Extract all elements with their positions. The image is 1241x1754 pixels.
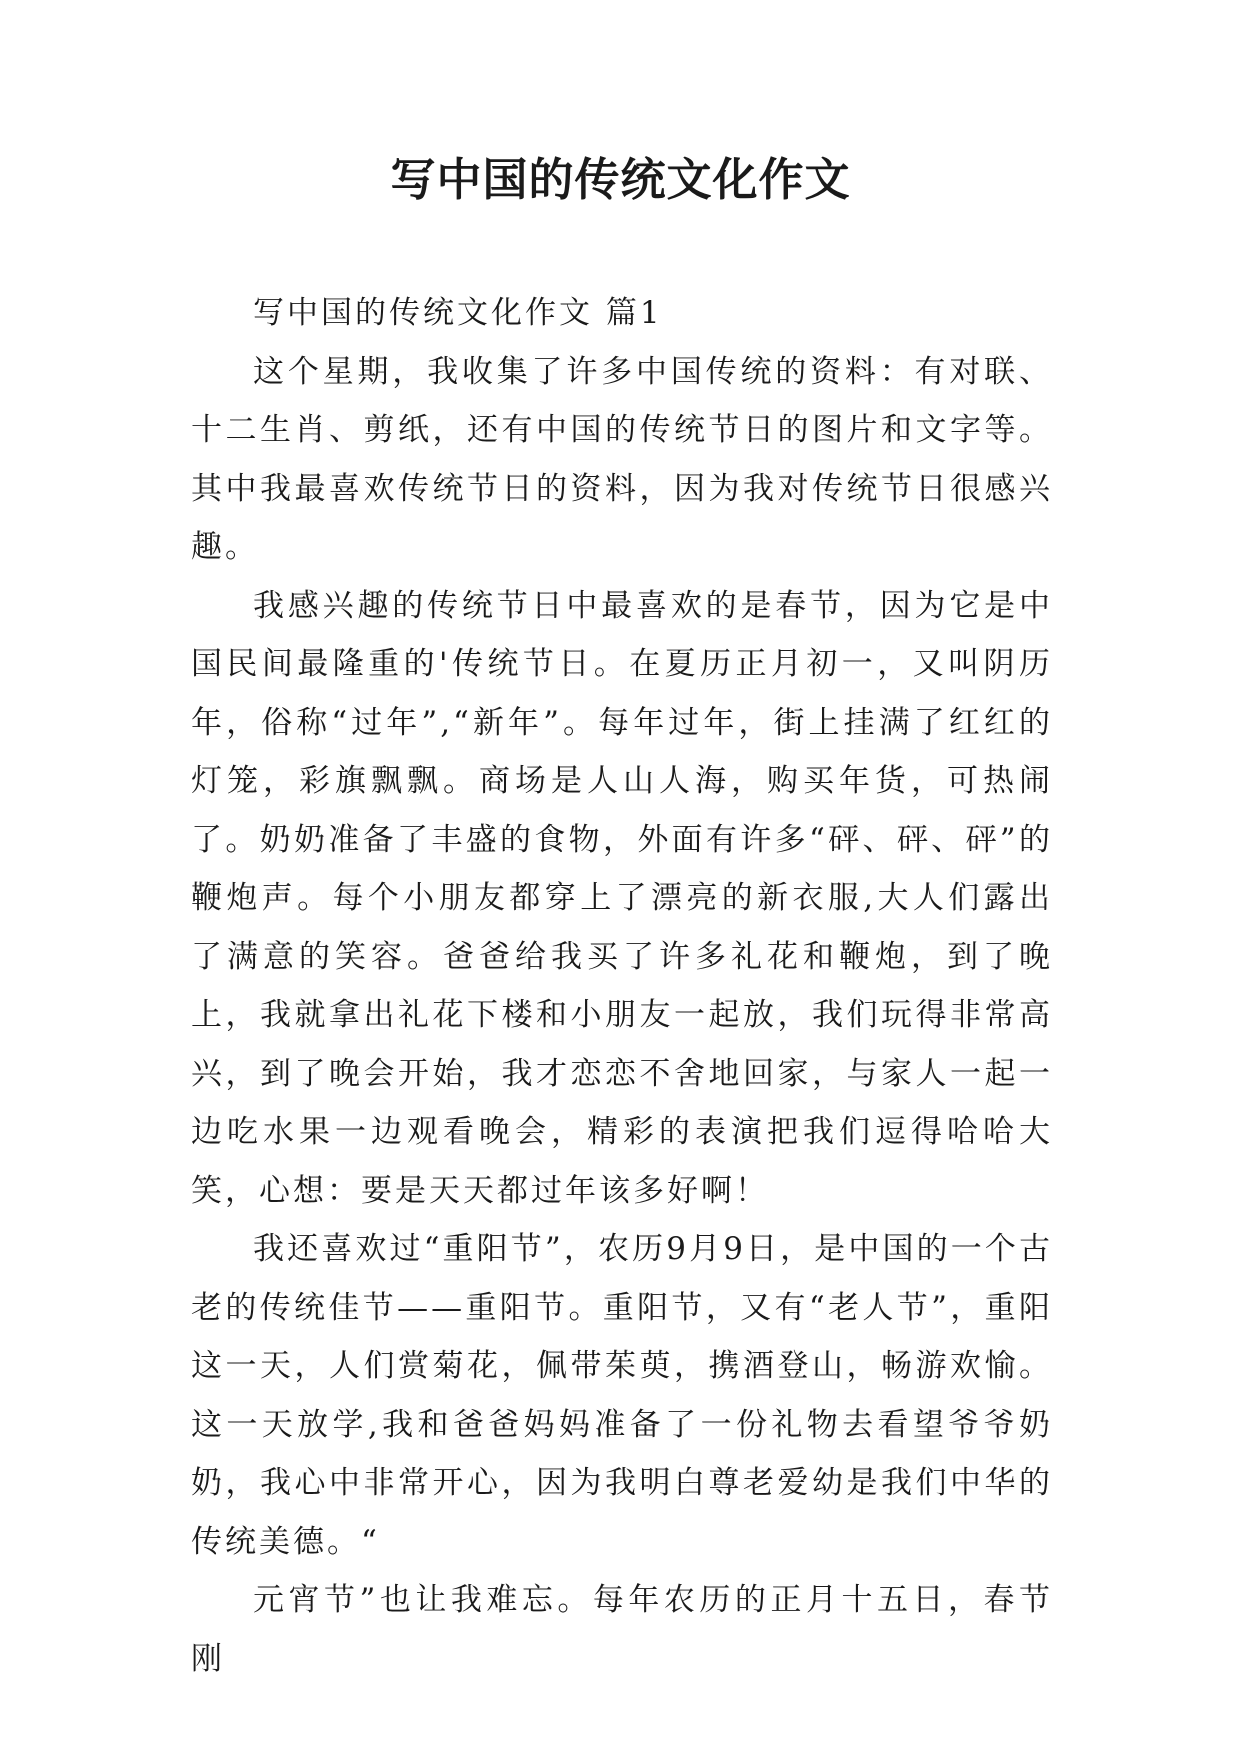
paragraph: 我感兴趣的传统节日中最喜欢的是春节，因为它是中国民间最隆重的'传统节日。在夏历正月初一，又叫阴历年，俗称“过年”,“新年”。每年过年，街上挂满了红红的灯笼，彩旗飘飘。商场是人山人海，购买年货，可热闹了。奶奶准备了丰盛的食物，外面有许多“砰、砰、砰”的鞭炮声。每个小朋友都穿上了漂亮的新衣服,大人们露出了满意的笑容。爸爸给我买了许多礼花和鞭炮，到了晚上，我就拿出礼花下楼和小朋友一起放，我们玩得非常高兴，到了晚会开始，我才恋恋不舍地回家，与家人一起一边吃水果一边观看晚会，精彩的表演把我们逗得哈哈大笑，心想：要是天天都过年该多好啊！ [191, 587, 1053, 1209]
document-title: 写中国的传统文化作文 [390, 153, 851, 206]
paragraph: 我还喜欢过“重阳节”，农历9月9日，是中国的一个古老的传统佳节——重阳节。重阳节，又有“老人节”，重阳这一天，人们赏菊花，佩带茱萸，携酒登山，畅游欢愉。这一天放学,我和爸爸妈妈准备了一份礼物去看望爷爷奶奶，我心中非常开心，因为我明白尊老爱幼是我们中华的传统美德。“ [191, 1231, 1053, 1560]
paragraph: 这个星期，我收集了许多中国传统的资料：有对联、十二生肖、剪纸，还有中国的传统节日的图片和文字等。其中我最喜欢传统节日的资料，因为我对传统节日很感兴趣。 [191, 353, 1053, 565]
section-heading: 写中国的传统文化作文 篇1 [253, 295, 663, 331]
document-body [191, 284, 1053, 1688]
paragraph: 元宵节”也让我难忘。每年农历的正月十五日，春节刚 [191, 1582, 1053, 1677]
